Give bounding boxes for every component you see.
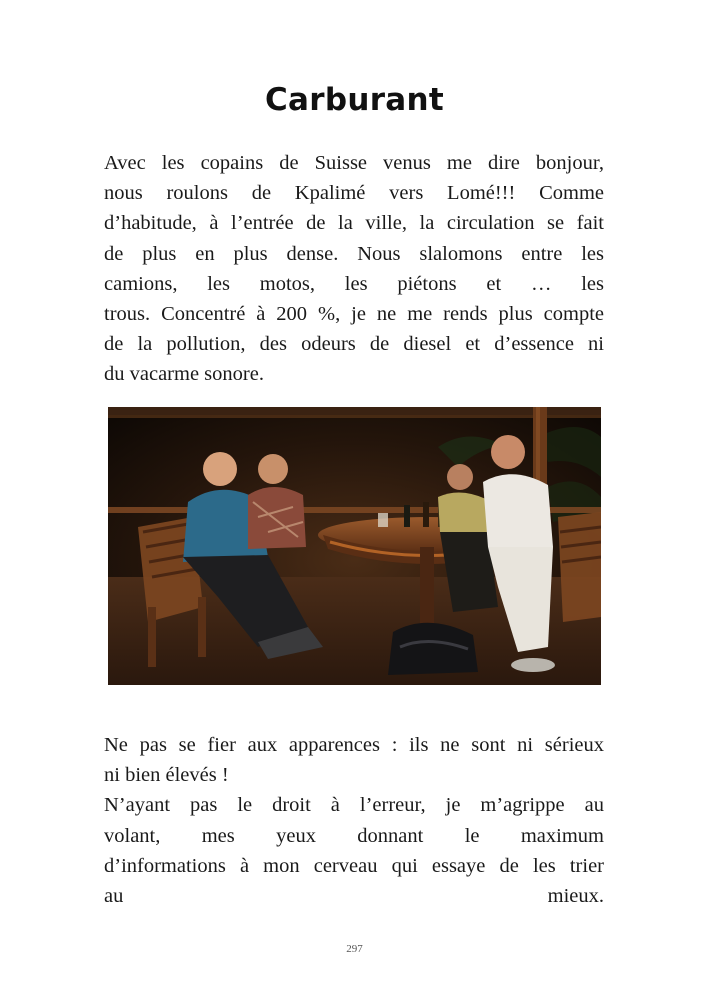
paragraph-line: volant, mes yeux donnant le maximum (104, 824, 604, 847)
page-title: Carburant (264, 82, 444, 118)
paragraph-line: N’ayant pas le droit à l’erreur, je m’agrippe au (104, 794, 604, 817)
paragraph-line: de plus en plus dense. Nous slalomons entre les (104, 242, 604, 265)
paragraph-conclusion (104, 730, 604, 911)
paragraph-line: nous roulons de Kpalimé vers Lomé!!! Comme (104, 182, 604, 205)
paragraph-line: Avec les copains de Suisse venus me dire bonjour, (104, 152, 604, 174)
page-number: 297 (346, 943, 363, 955)
paragraph-line: trous. Concentré à 200 %, je ne me rends plus compte (104, 302, 604, 325)
paragraph-line: ni bien élevés ! (104, 764, 229, 787)
paragraph-line: du vacarme sonore. (104, 363, 264, 386)
paragraph-line: camions, les motos, les piétons et … les (104, 272, 604, 295)
paragraph-line: d’habitude, à l’entrée de la ville, la circulation se fait (104, 212, 604, 235)
paragraph-line: au mieux. (104, 884, 604, 907)
paragraph-line: d’informations à mon cerveau qui essaye de les trier (104, 854, 604, 877)
paragraph-line: Ne pas se fier aux apparences : ils ne sont ni sérieux (104, 734, 604, 756)
paragraph-line: de la pollution, des odeurs de diesel et d’essence ni (104, 333, 604, 356)
group-photo (108, 407, 601, 685)
paragraph-intro (104, 148, 604, 390)
